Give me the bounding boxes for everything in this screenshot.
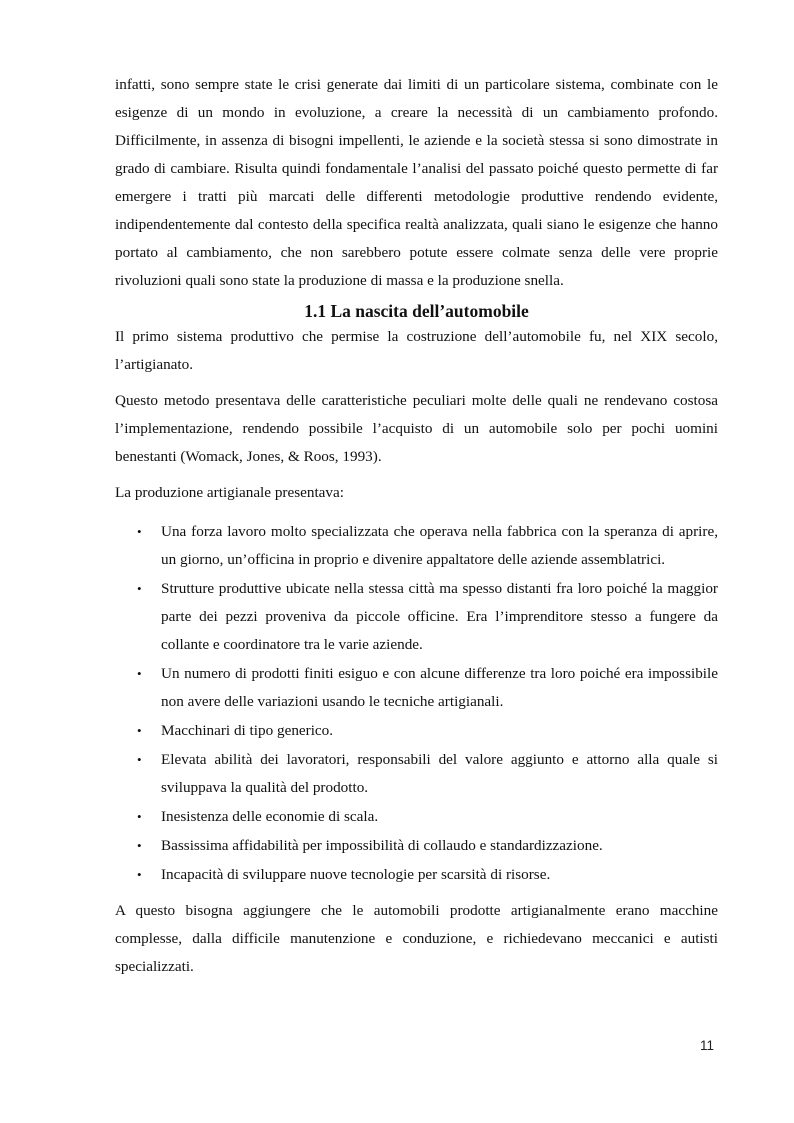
list-item-text: Elevata abilità dei lavoratori, responsabili del valore aggiunto e attorno alla quale si sviluppava la qualità del prodotto. [161, 751, 718, 796]
section-title: 1.1 La nascita dell’automobile [304, 301, 529, 321]
list-item-text: Macchinari di tipo generico. [161, 722, 334, 739]
list-item-text: Strutture produttive ubicate nella stessa città ma spesso distanti fra loro poiché la maggior parte dei pezzi proveniva da piccole officine. Era l’imprenditore stesso a fungere da collante e coordinatore tra le varie aziende. [161, 580, 718, 653]
list-item [115, 832, 718, 860]
page-number: 11 [700, 1038, 715, 1053]
bullet-icon: • [137, 666, 142, 681]
bullet-list [115, 518, 718, 889]
list-item [115, 717, 718, 745]
list-item [115, 861, 718, 889]
list-item [115, 746, 718, 802]
bullet-icon: • [137, 723, 142, 738]
section-paragraph-2: Questo metodo presentava delle caratteristiche peculiari molte delle quali ne rendevano costosa l’implementazione, rendendo possibile l’acquisto di un automobile solo per pochi uomini benestanti (Womack, Jones, & Roos, 1993). [115, 392, 718, 465]
section-paragraph-3: La produzione artigianale presentava: [115, 484, 344, 501]
bullet-icon: • [137, 838, 142, 853]
list-item-text: Una forza lavoro molto specializzata che operava nella fabbrica con la speranza di aprire, un giorno, un’officina in proprio e divenire appaltatore delle aziende assemblatrici. [161, 523, 718, 568]
bullet-icon: • [137, 809, 142, 824]
list-item [115, 575, 718, 659]
bullet-icon: • [137, 867, 142, 882]
list-item-text: Un numero di prodotti finiti esiguo e con alcune differenze tra loro poiché era impossibile non avere delle variazioni usando le tecniche artigianali. [161, 665, 718, 710]
bullet-icon: • [137, 752, 142, 767]
bullet-icon: • [137, 581, 142, 596]
section-paragraph-1: Il primo sistema produttivo che permise la costruzione dell’automobile fu, nel XIX secolo, l’artigianato. [115, 328, 718, 373]
closing-paragraph: A questo bisogna aggiungere che le automobili prodotte artigianalmente erano macchine complesse, dalla difficile manutenzione e conduzione, e richiedevano meccanici e autisti specializzati. [115, 902, 718, 975]
list-item-text: Bassissima affidabilità per impossibilità di collaudo e standardizzazione. [161, 837, 603, 854]
list-item [115, 660, 718, 716]
intro-paragraph: infatti, sono sempre state le crisi generate dai limiti di un particolare sistema, combinate con le esigenze di un mondo in evoluzione, a creare la necessità di un cambiamento profondo. Difficilmente, in assenza di bisogni impellenti, le aziende e la società stessa si sono dimostrate in grado di cambiare. Risulta quindi fondamentale l’analisi del passato poiché questo permette di far emergere i tratti più marcati delle differenti metodologie produttive rendendo evidente, indipendentemente dal contesto della specifica realtà analizzata, quali siano le esigenze che hanno portato al cambiamento, che non sarebbero potute essere colmate senza delle vere proprie rivoluzioni quali sono state la produzione di massa e la produzione snella. [115, 76, 718, 289]
document-page [115, 71, 718, 981]
bullet-icon: • [137, 524, 142, 539]
list-item-text: Inesistenza delle economie di scala. [161, 808, 379, 825]
list-item [115, 518, 718, 574]
list-item [115, 803, 718, 831]
list-item-text: Incapacità di sviluppare nuove tecnologie per scarsità di risorse. [161, 866, 551, 883]
